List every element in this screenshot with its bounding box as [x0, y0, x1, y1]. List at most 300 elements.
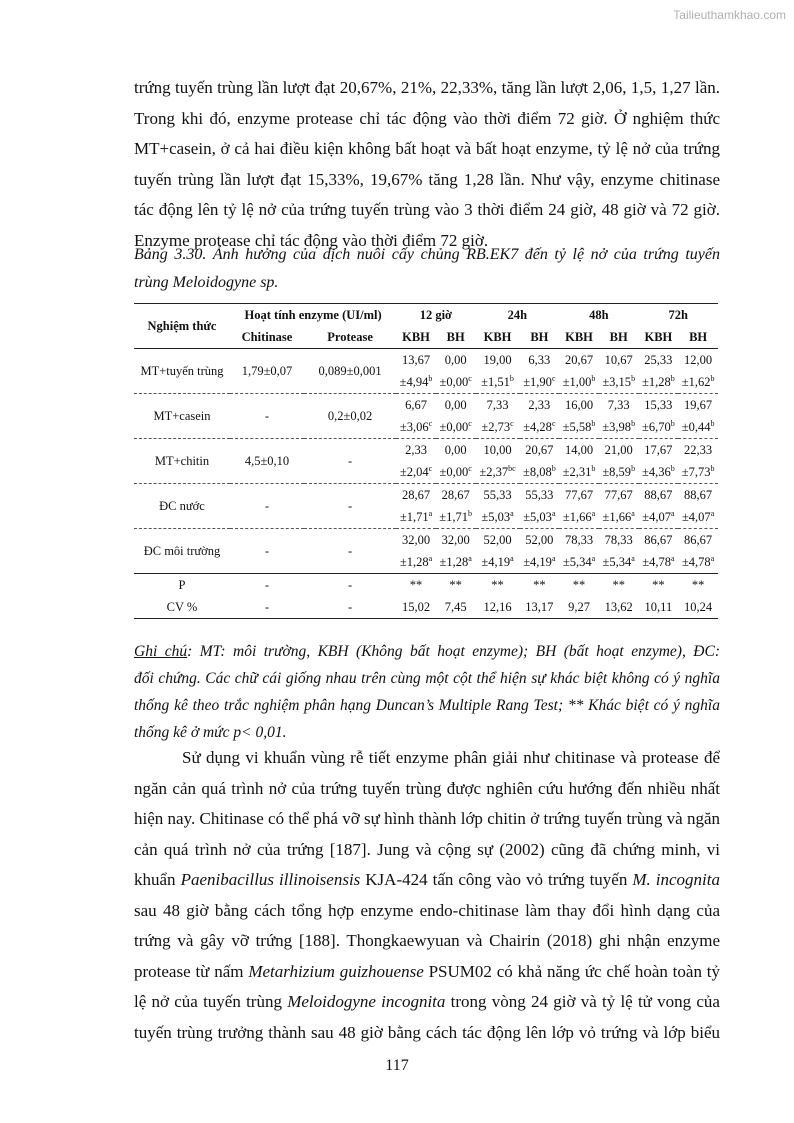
value-cell: [436, 529, 476, 574]
significance-letter: c: [551, 418, 556, 428]
error-value: [436, 416, 476, 438]
value-cell: [639, 394, 679, 439]
value-cell: [436, 349, 476, 394]
error-text: ±8,08: [522, 465, 552, 479]
row-protease: -: [348, 600, 353, 614]
significance-letter: a: [510, 553, 514, 563]
row-chitinase: -: [230, 484, 304, 529]
value-cell: 13,17: [525, 600, 554, 614]
error-value: [396, 371, 436, 393]
value-cell: [396, 484, 436, 529]
text-run: protease từ nấm: [134, 961, 249, 981]
value-cell: 10,11: [644, 600, 673, 614]
species-name: Paenibacillus illinoisensis: [180, 870, 361, 889]
error-value: [678, 461, 718, 483]
value-cell: [436, 439, 476, 484]
error-value: [678, 551, 718, 573]
error-value: [639, 371, 679, 393]
value-cell: [396, 529, 436, 574]
significance-letter: a: [631, 508, 635, 518]
mean-value: 7,33: [486, 398, 509, 412]
row-chitinase: 1,79±0,07: [241, 364, 293, 378]
significance-letter: b: [670, 373, 675, 383]
error-value: [639, 551, 679, 573]
row-protease: -: [304, 439, 396, 484]
significance-letter: c: [428, 418, 433, 428]
mean-value: 86,67: [644, 533, 673, 547]
row-name: P: [134, 574, 230, 597]
error-text: ±4,07: [681, 510, 711, 524]
error-text: ±1,51: [481, 375, 510, 389]
error-text: ±3,15: [602, 375, 632, 389]
error-text: ±5,34: [562, 555, 592, 569]
value-cell: [396, 394, 436, 439]
mean-value: 0,00: [444, 443, 467, 457]
error-text: ±5,34: [602, 555, 632, 569]
note-label: Ghi chú: [134, 643, 188, 660]
error-value: [476, 506, 520, 528]
p-row: [134, 574, 718, 597]
mean-value: 21,00: [604, 443, 633, 457]
value-cell: [396, 439, 436, 484]
significance-letter: b: [631, 418, 636, 428]
value-cell: **: [520, 574, 560, 597]
error-value: [476, 371, 520, 393]
mean-value: 52,00: [483, 533, 512, 547]
row-chitinase: 4,5±0,10: [230, 439, 304, 484]
mean-value: 16,00: [564, 398, 594, 412]
significance-letter: a: [428, 553, 433, 563]
value-cell: [599, 394, 639, 439]
mean-value: 10,00: [483, 443, 512, 457]
error-text: ±4,36: [641, 465, 671, 479]
error-text: ±1,66: [602, 510, 632, 524]
text-line: Trong khi đó, enzyme protease chỉ tác động vào thời điểm 72 giờ. Ở nghiệm thức: [134, 108, 720, 128]
error-text: ±4,07: [642, 510, 671, 524]
mean-value: 32,00: [441, 533, 470, 547]
error-value: [599, 506, 639, 528]
table-caption: [134, 241, 720, 297]
mean-value: 12,00: [684, 353, 713, 367]
significance-letter: b: [428, 373, 433, 383]
error-value: [520, 551, 560, 573]
text-line: Enzyme protease chỉ tác động vào thời điểm 72 giờ.: [134, 230, 489, 250]
significance-letter: b: [591, 418, 596, 428]
text-line: [134, 865, 720, 896]
value-cell: [639, 349, 679, 394]
value-cell: 15,02: [401, 600, 431, 614]
species-name: Meloidogyne incognita: [287, 992, 446, 1011]
error-text: ±1,90: [523, 375, 552, 389]
row-chitinase: -: [230, 574, 304, 597]
mean-value: 78,33: [604, 533, 633, 547]
mean-value: 28,67: [441, 488, 470, 502]
header-sub: KBH: [644, 330, 673, 344]
significance-letter: a: [468, 553, 472, 563]
error-text: ±4,94: [399, 375, 429, 389]
mean-value: 0,00: [444, 353, 467, 367]
header-sub: KBH: [402, 330, 430, 344]
value-cell: [476, 529, 520, 574]
value-cell: [599, 484, 639, 529]
data-table: [134, 303, 718, 619]
value-cell: [436, 484, 476, 529]
value-cell: [436, 394, 476, 439]
row-chitinase: -: [264, 600, 270, 614]
caption-line: Bảng 3.30. Ảnh hưởng của dịch nuôi cấy chủng RB.EK7 đến tỷ lệ nở của trứng tuyến: [134, 246, 720, 263]
header-time-24h: 24h: [507, 308, 528, 322]
header-sub: BH: [689, 330, 708, 344]
error-value: [520, 371, 560, 393]
significance-letter: c: [510, 418, 514, 428]
error-text: ±0,00: [439, 465, 469, 479]
text-line: tác động lên tỷ lệ nở của trứng tuyến trùng vào 3 thời điểm 24 giờ, 48 giờ và 72 giờ.: [134, 200, 720, 219]
error-value: [559, 461, 599, 483]
header-enzyme-activity: Hoạt tính enzyme (UI/ml): [244, 308, 382, 322]
value-cell: [599, 529, 639, 574]
error-text: ±4,78: [642, 555, 671, 569]
row-chitinase: -: [230, 394, 304, 439]
mean-value: 17,67: [644, 443, 673, 457]
table-note: [134, 638, 720, 746]
text-line: hiện nay. Chitinase có thể phá vỡ sự hình thành lớp chitin ở trứng tuyến trùng và ngăn: [134, 809, 720, 828]
mean-value: 32,00: [401, 533, 431, 547]
error-text: ±4,19: [523, 555, 552, 569]
error-text: ±5,58: [562, 420, 592, 434]
error-text: ±1,28: [439, 555, 469, 569]
error-value: [678, 506, 718, 528]
mean-value: 6,67: [405, 398, 427, 412]
table-row: [134, 529, 718, 574]
page-number: 117: [385, 1057, 409, 1074]
significance-letter: c: [468, 463, 472, 473]
mean-value: 2,33: [528, 398, 551, 412]
row-protease: -: [304, 574, 396, 597]
significance-letter: c: [428, 463, 433, 473]
mean-value: 20,67: [525, 443, 554, 457]
error-value: [639, 416, 679, 438]
text-line: cản quá trình nở của trứng [187]. Jung và cộng sự (2002) cũng đã chứng minh, vi: [134, 839, 720, 859]
mean-value: 86,67: [684, 533, 713, 547]
paragraph-1: [134, 73, 720, 256]
value-cell: 10,24: [684, 600, 713, 614]
row-protease: 0,2±0,02: [304, 394, 396, 439]
error-value: [599, 371, 639, 393]
error-text: ±2,73: [481, 420, 511, 434]
mean-value: 22,33: [684, 443, 713, 457]
value-cell: [678, 349, 718, 394]
text-run: KJA-424 tấn công vào vỏ trứng tuyến: [360, 870, 633, 889]
error-value: [559, 506, 599, 528]
error-value: [678, 416, 718, 438]
text-run: lệ nở của tuyến trùng: [134, 992, 288, 1011]
mean-value: 78,33: [564, 533, 594, 547]
value-cell: [520, 484, 560, 529]
error-text: ±1,62: [681, 375, 711, 389]
value-cell: **: [476, 574, 520, 597]
error-value: [559, 371, 599, 393]
error-value: [639, 461, 679, 483]
header-sub: BH: [446, 330, 465, 344]
header-treatment: Nghiệm thức: [147, 319, 217, 333]
significance-letter: a: [551, 553, 556, 563]
significance-letter: c: [468, 373, 472, 383]
significance-letter: b: [509, 373, 514, 383]
species-name: M. incognita: [632, 870, 721, 889]
significance-letter: a: [591, 508, 596, 518]
significance-letter: c: [551, 373, 556, 383]
value-cell: [559, 484, 599, 529]
error-value: [520, 506, 560, 528]
row-name: MT+chitin: [134, 439, 230, 484]
header-sub: KBH: [565, 330, 593, 344]
error-value: [396, 506, 436, 528]
error-text: ±4,78: [681, 555, 711, 569]
error-text: ±1,71: [399, 510, 429, 524]
mean-value: 6,33: [528, 353, 551, 367]
error-text: ±1,28: [641, 375, 671, 389]
value-cell: [678, 439, 718, 484]
error-text: ±2,04: [399, 465, 429, 479]
error-value: [520, 416, 560, 438]
row-chitinase: -: [230, 529, 304, 574]
mean-value: 0,00: [444, 398, 467, 412]
error-value: [520, 461, 560, 483]
significance-letter: b: [710, 463, 715, 473]
value-cell: [559, 439, 599, 484]
value-cell: 9,27: [568, 600, 590, 614]
value-cell: [520, 349, 560, 394]
value-cell: [599, 439, 639, 484]
paragraph-2: [134, 743, 720, 1048]
note-line: [134, 638, 720, 665]
error-value: [678, 371, 718, 393]
value-cell: [559, 394, 599, 439]
error-value: [639, 506, 679, 528]
value-cell: [520, 529, 560, 574]
significance-letter: a: [428, 508, 433, 518]
text-run: trong vòng 24 giờ và tỷ lệ tử vong của: [445, 992, 720, 1011]
value-cell: [639, 439, 679, 484]
text-line: ngăn cản quá trình nở của trứng tuyến trùng được nghiên cứu hướng đến nhiều nhất: [134, 778, 720, 798]
significance-letter: a: [710, 508, 715, 518]
error-text: ±1,71: [439, 510, 469, 524]
text-line: Sử dụng vi khuẩn vùng rễ tiết enzyme phân giải như chitinase và protease để: [182, 748, 720, 767]
mean-value: 15,33: [644, 398, 673, 412]
mean-value: 88,67: [644, 488, 673, 502]
note-line: thống kê ở mức p< 0,01.: [134, 724, 287, 741]
value-cell: [678, 484, 718, 529]
note-text: : MT: môi trường, KBH (Không bất hoạt enzyme); BH (bất hoạt enzyme), ĐC:: [187, 643, 720, 660]
row-name: ĐC môi trường: [134, 529, 230, 574]
text-line: tuyến trùng lần lượt đạt 15,33%, 19,67% tăng 1,28 lần. Như vậy, enzyme chitinase: [134, 169, 720, 189]
value-cell: [678, 529, 718, 574]
significance-letter: b: [468, 508, 473, 518]
significance-letter: b: [551, 463, 556, 473]
mean-value: 55,33: [483, 488, 512, 502]
value-cell: [476, 484, 520, 529]
value-cell: [559, 349, 599, 394]
error-text: ±1,00: [562, 375, 592, 389]
text-line: [134, 987, 720, 1018]
value-cell: [476, 349, 520, 394]
significance-letter: a: [591, 553, 596, 563]
value-cell: **: [396, 574, 436, 597]
significance-letter: b: [710, 418, 715, 428]
significance-letter: a: [670, 508, 675, 518]
value-cell: [639, 484, 679, 529]
text-line: [134, 957, 720, 988]
mean-value: 77,67: [604, 488, 633, 502]
row-protease: 0,089±0,001: [318, 364, 382, 378]
value-cell: [639, 529, 679, 574]
error-text: ±0,00: [439, 420, 469, 434]
value-cell: **: [639, 574, 679, 597]
value-cell: **: [599, 574, 639, 597]
mean-value: 10,67: [604, 353, 633, 367]
error-text: ±3,06: [399, 420, 429, 434]
error-text: ±5,03: [481, 510, 511, 524]
mean-value: 28,67: [401, 488, 431, 502]
mean-value: 19,67: [684, 398, 713, 412]
value-cell: 13,62: [604, 600, 633, 614]
error-text: ±2,37: [479, 465, 509, 479]
error-text: ±1,28: [399, 555, 429, 569]
header-sub: BH: [530, 330, 549, 344]
header-sub: KBH: [483, 330, 512, 344]
error-text: ±3,98: [602, 420, 632, 434]
cv-row: [134, 596, 718, 619]
table-row: [134, 484, 718, 529]
value-cell: [520, 394, 560, 439]
text-run: PSUM02 có khả năng ức chế hoàn toàn tỷ: [423, 961, 721, 981]
table-row: [134, 394, 718, 439]
row-name: MT+casein: [134, 394, 230, 439]
error-value: [599, 416, 639, 438]
header-chitinase: Chitinase: [241, 330, 293, 344]
note-line: đối chứng. Các chữ cái giống nhau trên cùng một cột thể hiện sự khác biệt không có ý nghĩa: [134, 670, 720, 687]
value-cell: [599, 349, 639, 394]
error-value: [476, 551, 520, 573]
mean-value: 20,67: [564, 353, 594, 367]
error-value: [476, 461, 520, 483]
note-line: thống kê theo trắc nghiệm phân hạng Duncan’s Multiple Rang Test; ** Khác biệt có ý nghĩa: [134, 697, 720, 714]
error-value: [476, 416, 520, 438]
error-value: [436, 506, 476, 528]
error-text: ±8,59: [602, 465, 632, 479]
error-value: [599, 461, 639, 483]
significance-letter: b: [670, 418, 675, 428]
significance-letter: a: [631, 553, 635, 563]
header-protease: Protease: [327, 330, 373, 344]
value-cell: **: [678, 574, 718, 597]
significance-letter: c: [468, 418, 472, 428]
error-value: [559, 416, 599, 438]
value-cell: **: [559, 574, 599, 597]
species-name: Metarhizium guizhouense: [248, 961, 424, 981]
error-value: [396, 551, 436, 573]
header-time-48h: 48h: [589, 308, 609, 322]
error-text: ±6,70: [641, 420, 671, 434]
error-text: ±0,00: [439, 375, 469, 389]
mean-value: 52,00: [525, 533, 554, 547]
error-text: ±1,66: [562, 510, 592, 524]
mean-value: 19,00: [483, 353, 512, 367]
significance-letter: bc: [508, 463, 516, 473]
row-name: CV %: [166, 600, 198, 614]
mean-value: 25,33: [644, 353, 673, 367]
error-value: [559, 551, 599, 573]
error-value: [396, 461, 436, 483]
error-text: ±2,31: [562, 465, 592, 479]
error-value: [436, 461, 476, 483]
text-line: sau 48 giờ bằng cách tổng hợp enzyme endo-chitinase làm thay đổi hình dạng của: [134, 900, 720, 920]
row-protease: -: [304, 484, 396, 529]
value-cell: [520, 439, 560, 484]
significance-letter: b: [591, 373, 596, 383]
row-name: MT+tuyến trùng: [140, 364, 224, 378]
significance-letter: b: [631, 463, 636, 473]
text-run: khuẩn: [134, 870, 181, 889]
significance-letter: b: [631, 373, 636, 383]
value-cell: [476, 394, 520, 439]
significance-letter: b: [591, 463, 596, 473]
header-time-12h: 12 giờ: [419, 308, 452, 322]
mean-value: 2,33: [405, 443, 427, 457]
text-line: tuyến trùng trưởng thành sau 48 giờ bằng cách tác động lên lớp vỏ trứng và lớp biểu: [134, 1022, 720, 1042]
error-value: [396, 416, 436, 438]
value-cell: [396, 349, 436, 394]
significance-letter: a: [670, 553, 675, 563]
caption-line: trùng Meloidogyne sp.: [134, 274, 279, 291]
error-value: [436, 371, 476, 393]
table-row: [134, 349, 718, 394]
text-line: MT+casein, ở cả hai điều kiện không bất hoạt và bất hoạt enzyme, tỷ lệ nở của trứng: [134, 139, 720, 158]
header-time-72h: 72h: [668, 308, 688, 322]
value-cell: **: [436, 574, 476, 597]
row-protease: -: [304, 529, 396, 574]
value-cell: [559, 529, 599, 574]
value-cell: 12,16: [483, 600, 512, 614]
error-text: ±4,19: [481, 555, 511, 569]
significance-letter: a: [710, 553, 715, 563]
text-line: trứng và gây vỡ trứng [188]. Thongkaewyuan và Chairin (2018) ghi nhận enzyme: [134, 931, 720, 950]
mean-value: 7,33: [607, 398, 630, 412]
error-text: ±0,44: [681, 420, 711, 434]
value-cell: 7,45: [444, 600, 467, 614]
error-text: ±4,28: [523, 420, 552, 434]
significance-letter: b: [670, 463, 675, 473]
error-text: ±7,73: [681, 465, 711, 479]
header-sub: BH: [609, 330, 628, 344]
watermark: Tailieuthamkhao.com: [673, 8, 786, 22]
row-name: ĐC nước: [134, 484, 230, 529]
mean-value: 13,67: [401, 353, 431, 367]
mean-value: 14,00: [564, 443, 594, 457]
mean-value: 77,67: [564, 488, 594, 502]
significance-letter: a: [510, 508, 514, 518]
error-text: ±5,03: [523, 510, 552, 524]
mean-value: 55,33: [525, 488, 554, 502]
text-line: trứng tuyến trùng lần lượt đạt 20,67%, 21%, 22,33%, tăng lần lượt 2,06, 1,5, 1,27 lần.: [134, 78, 720, 97]
significance-letter: a: [551, 508, 556, 518]
significance-letter: b: [710, 373, 715, 383]
value-cell: [678, 394, 718, 439]
value-cell: [476, 439, 520, 484]
error-value: [436, 551, 476, 573]
error-value: [599, 551, 639, 573]
mean-value: 88,67: [684, 488, 713, 502]
